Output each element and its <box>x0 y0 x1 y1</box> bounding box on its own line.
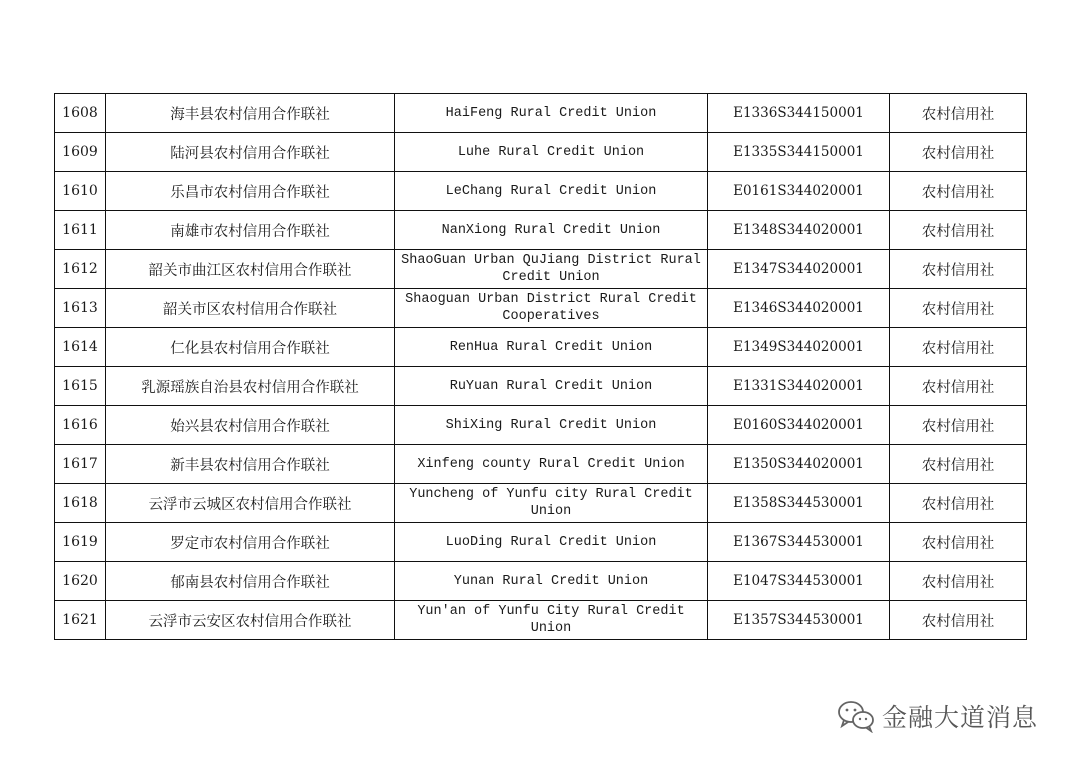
institution-name-cn: 海丰县农村信用合作联社 <box>106 94 395 133</box>
institution-name-cn: 仁化县农村信用合作联社 <box>106 328 395 367</box>
institution-name-en: NanXiong Rural Credit Union <box>395 211 708 250</box>
institution-name-cn: 陆河县农村信用合作联社 <box>106 133 395 172</box>
institution-name-en: ShiXing Rural Credit Union <box>395 406 708 445</box>
institution-name-cn: 乳源瑶族自治县农村信用合作联社 <box>106 367 395 406</box>
institution-code: E1357S344530001 <box>708 601 890 640</box>
institution-type: 农村信用社 <box>890 601 1027 640</box>
institution-type: 农村信用社 <box>890 289 1027 328</box>
institution-name-cn: 新丰县农村信用合作联社 <box>106 445 395 484</box>
institution-name-en: ShaoGuan Urban QuJiang District Rural Credit Union <box>395 250 708 289</box>
row-number: 1614 <box>55 328 106 367</box>
table-row <box>55 211 1027 250</box>
institution-name-cn: 云浮市云城区农村信用合作联社 <box>106 484 395 523</box>
table-row <box>55 367 1027 406</box>
row-number: 1621 <box>55 601 106 640</box>
row-number: 1613 <box>55 289 106 328</box>
institution-code: E1347S344020001 <box>708 250 890 289</box>
table-row <box>55 328 1027 367</box>
institution-name-cn: 郁南县农村信用合作联社 <box>106 562 395 601</box>
institution-code: E1335S344150001 <box>708 133 890 172</box>
row-number: 1618 <box>55 484 106 523</box>
institution-code: E1047S344530001 <box>708 562 890 601</box>
institution-name-cn: 始兴县农村信用合作联社 <box>106 406 395 445</box>
table-row <box>55 523 1027 562</box>
institution-name-cn: 韶关市区农村信用合作联社 <box>106 289 395 328</box>
table-row <box>55 484 1027 523</box>
institution-type: 农村信用社 <box>890 445 1027 484</box>
institution-code: E1336S344150001 <box>708 94 890 133</box>
institution-name-en: RuYuan Rural Credit Union <box>395 367 708 406</box>
table-row <box>55 289 1027 328</box>
table-row <box>55 562 1027 601</box>
table-row <box>55 94 1027 133</box>
institution-type: 农村信用社 <box>890 523 1027 562</box>
institution-code: E0160S344020001 <box>708 406 890 445</box>
table-row <box>55 601 1027 640</box>
row-number: 1619 <box>55 523 106 562</box>
institution-name-en: Luhe Rural Credit Union <box>395 133 708 172</box>
institution-name-en: RenHua Rural Credit Union <box>395 328 708 367</box>
institution-name-cn: 南雄市农村信用合作联社 <box>106 211 395 250</box>
row-number: 1617 <box>55 445 106 484</box>
institution-code: E1350S344020001 <box>708 445 890 484</box>
table-row <box>55 133 1027 172</box>
institution-name-en: Shaoguan Urban District Rural Credit Cooperatives <box>395 289 708 328</box>
row-number: 1611 <box>55 211 106 250</box>
institution-type: 农村信用社 <box>890 94 1027 133</box>
table-row <box>55 445 1027 484</box>
row-number: 1615 <box>55 367 106 406</box>
row-number: 1610 <box>55 172 106 211</box>
institution-name-en: Yuncheng of Yunfu city Rural Credit Union <box>395 484 708 523</box>
institution-name-en: Yun'an of Yunfu City Rural Credit Union <box>395 601 708 640</box>
table-body <box>55 94 1027 640</box>
institution-name-en: Yunan Rural Credit Union <box>395 562 708 601</box>
table-row <box>55 250 1027 289</box>
institution-name-en: LeChang Rural Credit Union <box>395 172 708 211</box>
institution-code: E0161S344020001 <box>708 172 890 211</box>
institution-name-cn: 乐昌市农村信用合作联社 <box>106 172 395 211</box>
institution-type: 农村信用社 <box>890 250 1027 289</box>
institution-code: E1358S344530001 <box>708 484 890 523</box>
institution-type: 农村信用社 <box>890 172 1027 211</box>
institution-code: E1367S344530001 <box>708 523 890 562</box>
institution-name-cn: 罗定市农村信用合作联社 <box>106 523 395 562</box>
institution-name-en: LuoDing Rural Credit Union <box>395 523 708 562</box>
institution-type: 农村信用社 <box>890 328 1027 367</box>
row-number: 1609 <box>55 133 106 172</box>
institution-type: 农村信用社 <box>890 211 1027 250</box>
institution-type: 农村信用社 <box>890 562 1027 601</box>
row-number: 1620 <box>55 562 106 601</box>
institution-name-cn: 云浮市云安区农村信用合作联社 <box>106 601 395 640</box>
watermark <box>836 696 1038 736</box>
table-row <box>55 172 1027 211</box>
institution-name-cn: 韶关市曲江区农村信用合作联社 <box>106 250 395 289</box>
credit-union-table <box>54 93 1027 640</box>
row-number: 1616 <box>55 406 106 445</box>
watermark-text: 金融大道消息 <box>882 703 1039 732</box>
row-number: 1608 <box>55 94 106 133</box>
institution-code: E1348S344020001 <box>708 211 890 250</box>
institution-type: 农村信用社 <box>890 484 1027 523</box>
institution-type: 农村信用社 <box>890 406 1027 445</box>
institution-name-en: HaiFeng Rural Credit Union <box>395 94 708 133</box>
institution-name-en: Xinfeng county Rural Credit Union <box>395 445 708 484</box>
table-row <box>55 406 1027 445</box>
row-number: 1612 <box>55 250 106 289</box>
institution-code: E1331S344020001 <box>708 367 890 406</box>
institution-type: 农村信用社 <box>890 367 1027 406</box>
institution-code: E1349S344020001 <box>708 328 890 367</box>
wechat-icon <box>836 699 876 733</box>
institution-type: 农村信用社 <box>890 133 1027 172</box>
institution-code: E1346S344020001 <box>708 289 890 328</box>
